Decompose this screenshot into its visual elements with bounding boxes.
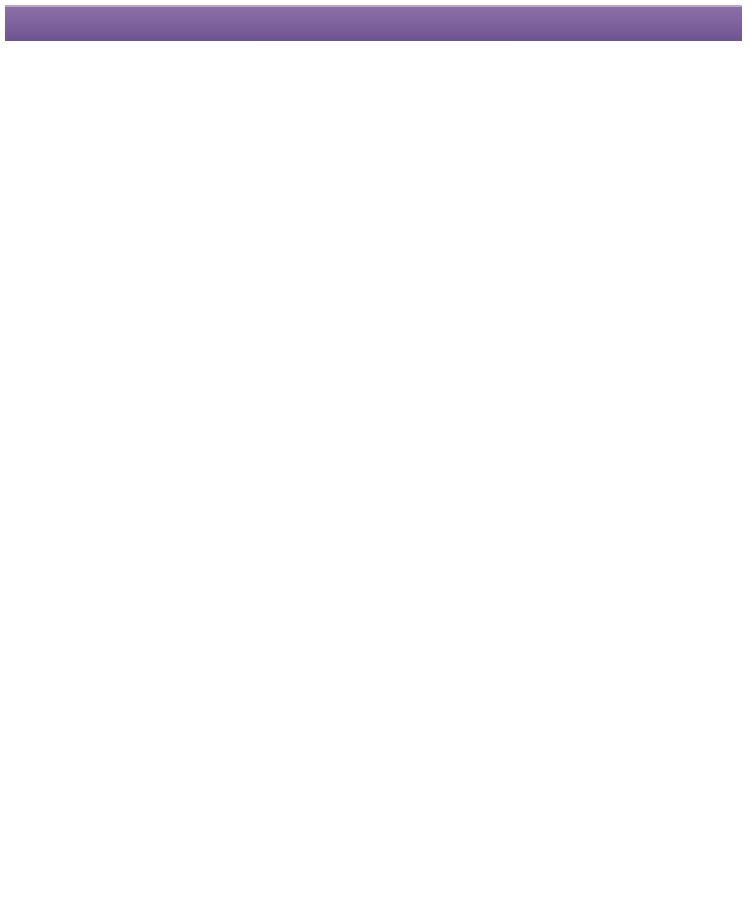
- title-bar: [5, 5, 742, 41]
